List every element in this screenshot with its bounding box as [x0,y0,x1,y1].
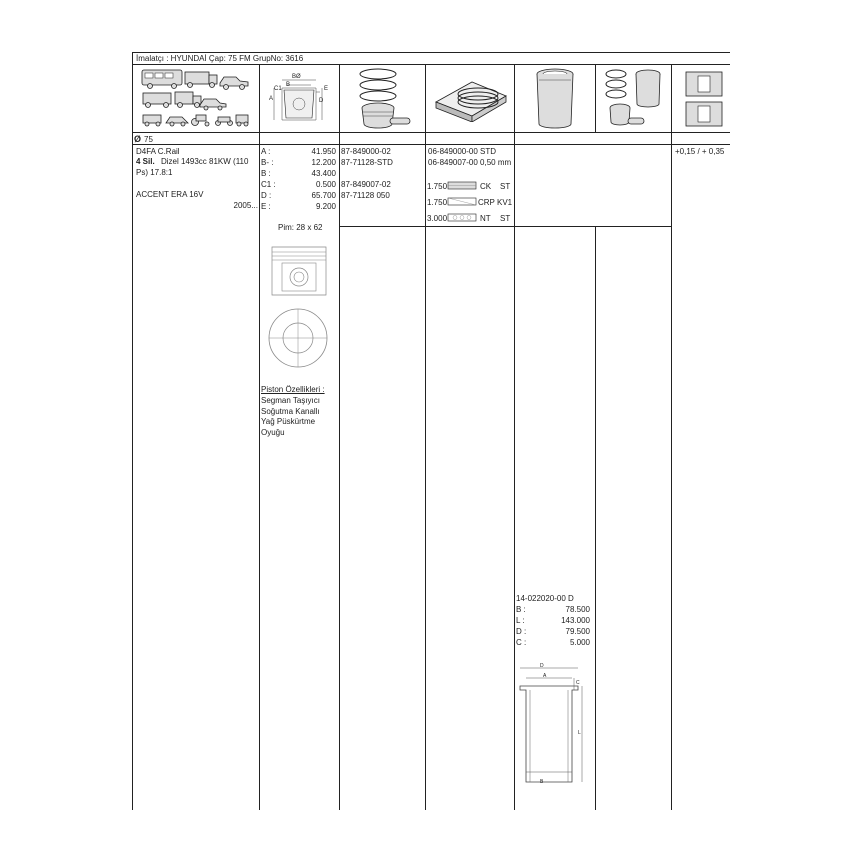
ring-code: 06-849000-00 STD [428,147,497,156]
liner-dim-label: C : [516,638,527,647]
ring-type: CK [480,182,492,191]
liner-icon [530,66,580,130]
dim-label: B- : [261,158,274,167]
col-divider-1 [259,64,260,810]
piston-kit-icon [602,66,668,130]
col-divider-5 [595,64,596,132]
dim-label: B : [261,169,271,178]
diagram-label-e: E [324,86,329,92]
pin-size: Pim: 28 x 62 [278,223,323,232]
liner-diagram-label-l: L [578,730,581,736]
ring-code: 06-849007-00 0,50 mm [428,158,512,167]
dim-value: 9.200 [315,202,336,211]
liner-code: 14-022020-00 D [516,594,574,603]
ring-block-divider [339,226,671,227]
diagram-label-a: A [269,96,274,102]
liner-dim-label: B : [516,605,526,614]
liner-dim-value: 79.500 [565,627,590,636]
col-divider-6 [671,64,672,810]
diameter-symbol: Ø [134,134,142,144]
piston-code: 87-849000-02 [341,147,391,156]
dim-value: 65.700 [311,191,336,200]
ring-type: NT [480,214,491,223]
dim-value: 0.500 [315,180,336,189]
dim-label: E : [261,202,271,211]
piston-code: 87-71128 050 [341,191,390,200]
cylinder-count: 4 Sil. [136,157,155,166]
liner-diagram-label-d: D [540,663,544,669]
liner-diagram-label-a: A [543,673,547,679]
dim-label: A : [261,147,271,156]
liner-diagram-label-c: C [576,680,580,686]
piston-section-icon [680,66,730,130]
ring-width: 3.000 [427,214,448,223]
oversize-note: +0,15 / + 0,35 [675,147,725,156]
col-left-border [132,52,133,810]
engine-spec-1: Dizel 1493cc 81KW (110 [161,157,249,166]
dim-label: D : [261,191,272,200]
piston-code: 87-71128-STD [341,158,393,167]
piston-feature-item: Oyuğu [261,428,285,437]
ring-profile-icon [447,213,477,222]
piston-side-drawing [268,243,330,299]
liner-dim-value: 143.000 [561,616,590,625]
dim-value: 43.400 [311,169,336,178]
ring-width: 1.750 [427,182,448,191]
liner-technical-drawing [512,660,594,792]
ring-width: 1.750 [427,198,448,207]
diagram-label-bo: BØ [292,74,301,80]
vehicle-years: 2005... [233,201,258,210]
ring-type: CRP [478,198,495,207]
liner-dim-value: 78.500 [565,605,590,614]
col-divider-5b [595,226,596,810]
piston-feature-item: Segman Taşıyıcı [261,396,320,405]
dim-value: 41.950 [311,147,336,156]
piston-code: 87-849007-02 [341,180,391,189]
ring-extra: KV1 [497,198,513,207]
piston-top-drawing [266,306,330,370]
piston-feature-item: Soğutma Kanallı [261,407,320,416]
ring-extra: ST [500,214,511,223]
col-divider-2 [339,64,340,810]
diagram-label-b: B [286,82,291,88]
ring-extra: ST [500,182,511,191]
liner-diagram-label-b: B [540,779,544,785]
header-divider [132,64,730,65]
diameter-value: 75 [144,135,153,144]
vehicles-icon [140,67,256,129]
ring-profile-icon [447,181,477,190]
col-divider-3 [425,64,426,810]
liner-dim-label: L : [516,616,525,625]
piston-features-title: Piston Özellikleri : [261,385,325,394]
liner-dim-value: 5.000 [569,638,590,647]
image-row-divider [132,132,730,133]
dim-value: 12.200 [311,158,336,167]
dim-label: C1 : [261,180,276,189]
engine-code: D4FA C.Rail [136,147,180,156]
liner-dim-label: D : [516,627,527,636]
vehicle-model: ACCENT ERA 16V [136,190,204,199]
ring-set-icon [432,76,510,122]
ring-profile-icon [447,197,477,206]
diameter-row-divider [132,144,730,145]
diagram-label-c1: C1 [274,86,282,92]
engine-spec-2: Ps) 17.8:1 [136,168,173,177]
diagram-label-d: D [319,98,324,104]
manufacturer-header: İmalatçı : HYUNDAİ Çap: 75 FM GrupNo: 3616 [136,54,304,63]
rings-piston-icon [350,66,422,130]
top-border [132,52,730,53]
piston-feature-item: Yağ Püskürtme [261,417,316,426]
